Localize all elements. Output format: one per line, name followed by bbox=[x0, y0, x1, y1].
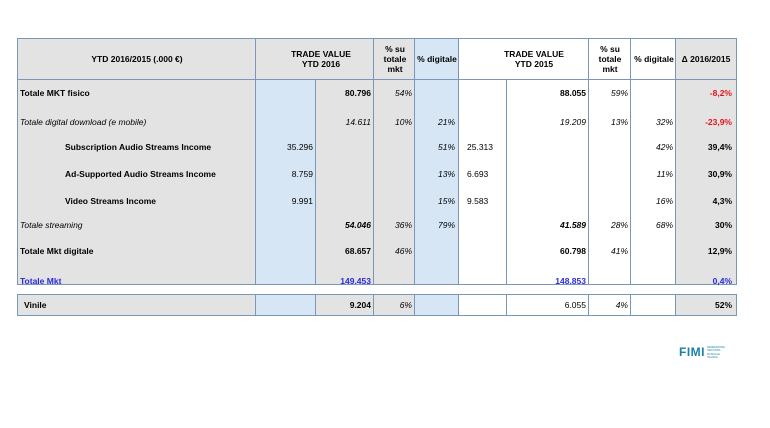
row-cell-d: 15% bbox=[437, 196, 455, 206]
row-cell-c: 54% bbox=[394, 88, 412, 98]
vinile-bg-label bbox=[18, 295, 256, 315]
row-label: Totale MKT fisico bbox=[20, 88, 90, 98]
row-cell-g: 28% bbox=[610, 220, 628, 230]
header-label: YTD 2016/2015 (.000 €) bbox=[91, 54, 183, 64]
vinile-tv2016: 9.204 bbox=[349, 300, 371, 310]
row-label: Totale streaming bbox=[20, 220, 83, 230]
row-cell-i: 12,9% bbox=[707, 246, 732, 256]
row-cell-i: 30% bbox=[714, 220, 732, 230]
vinile-delta: 52% bbox=[714, 300, 732, 310]
vinile-bg-h bbox=[631, 295, 676, 315]
header-pct-dig2: % digitale bbox=[634, 54, 674, 64]
vinile-bg-e bbox=[459, 295, 507, 315]
row-cell-a: 35.296 bbox=[287, 142, 313, 152]
row-cell-h: 68% bbox=[655, 220, 673, 230]
row-cell-f: 60.798 bbox=[560, 246, 586, 256]
fimi-logo-text: FIMI bbox=[679, 345, 705, 359]
vinile-tv2015: 6.055 bbox=[564, 300, 586, 310]
row-cell-i: 4,3% bbox=[712, 196, 732, 206]
vinile-label: Vinile bbox=[24, 300, 47, 310]
row-cell-d: 21% bbox=[437, 117, 455, 127]
row-cell-g: 13% bbox=[610, 117, 628, 127]
row-cell-e: 25.313 bbox=[467, 142, 493, 152]
tv2016-sub-bg bbox=[256, 79, 316, 284]
row-label: Ad-Supported Audio Streams Income bbox=[65, 169, 216, 179]
row-cell-i: 39,4% bbox=[707, 142, 732, 152]
row-cell-a: 8.759 bbox=[291, 169, 313, 179]
vinile-pct-tot2: 4% bbox=[615, 300, 628, 310]
row-cell-i: -8,2% bbox=[709, 88, 732, 98]
row-cell-c: 10% bbox=[394, 117, 412, 127]
row-label: Totale Mkt bbox=[20, 276, 62, 286]
row-cell-h: 16% bbox=[655, 196, 673, 206]
row-cell-d: 13% bbox=[437, 169, 455, 179]
header-tv2016: TRADE VALUE YTD 2016 bbox=[291, 49, 351, 69]
vinile-table bbox=[17, 294, 737, 316]
header-pct-tot2: % su totale mkt bbox=[598, 44, 622, 74]
row-cell-f: 19.209 bbox=[560, 117, 586, 127]
row-cell-d: 51% bbox=[437, 142, 455, 152]
vinile-bg-d bbox=[415, 295, 459, 315]
row-cell-i: 0,4% bbox=[712, 276, 732, 286]
vinile-bg-a bbox=[256, 295, 316, 315]
row-cell-d: 79% bbox=[437, 220, 455, 230]
tv2015-sub-bg bbox=[459, 79, 507, 284]
row-label: Totale Mkt digitale bbox=[20, 246, 94, 256]
row-label: Totale digital download (e mobile) bbox=[20, 117, 147, 127]
row-cell-b: 14.611 bbox=[345, 117, 371, 127]
vinile-pct-tot: 6% bbox=[399, 300, 412, 310]
row-cell-h: 11% bbox=[656, 169, 673, 179]
row-label: Video Streams Income bbox=[65, 196, 157, 206]
header-pct-tot: % su totale mkt bbox=[383, 44, 407, 74]
row-cell-f: 41.589 bbox=[560, 220, 586, 230]
header-tv2015: TRADE VALUE YTD 2015 bbox=[504, 49, 564, 69]
header-pct-dig: % digitale bbox=[417, 54, 457, 64]
row-cell-e: 9.583 bbox=[467, 196, 489, 206]
row-cell-c: 46% bbox=[394, 246, 412, 256]
row-cell-i: 30,9% bbox=[707, 169, 732, 179]
row-cell-b: 149.453 bbox=[340, 276, 371, 286]
row-cell-c: 36% bbox=[394, 220, 412, 230]
row-cell-f: 88.055 bbox=[560, 88, 586, 98]
fimi-logo-sub: FEDERAZIONE INDUSTRIA MUSICALE ITALIANA bbox=[707, 346, 725, 360]
row-cell-f: 148.853 bbox=[555, 276, 586, 286]
row-cell-i: -23,9% bbox=[705, 117, 732, 127]
row-cell-e: 6.693 bbox=[467, 169, 489, 179]
row-cell-g: 41% bbox=[610, 246, 628, 256]
header-delta: Δ 2016/2015 bbox=[681, 54, 731, 64]
row-cell-b: 80.796 bbox=[345, 88, 371, 98]
row-cell-b: 68.657 bbox=[345, 246, 371, 256]
row-cell-h: 42% bbox=[655, 142, 673, 152]
row-cell-a: 9.991 bbox=[291, 196, 313, 206]
market-table bbox=[17, 38, 737, 285]
row-label: Subscription Audio Streams Income bbox=[65, 142, 212, 152]
row-cell-b: 54.046 bbox=[345, 220, 371, 230]
row-cell-h: 32% bbox=[655, 117, 673, 127]
fimi-logo bbox=[679, 345, 731, 361]
row-cell-g: 59% bbox=[610, 88, 628, 98]
